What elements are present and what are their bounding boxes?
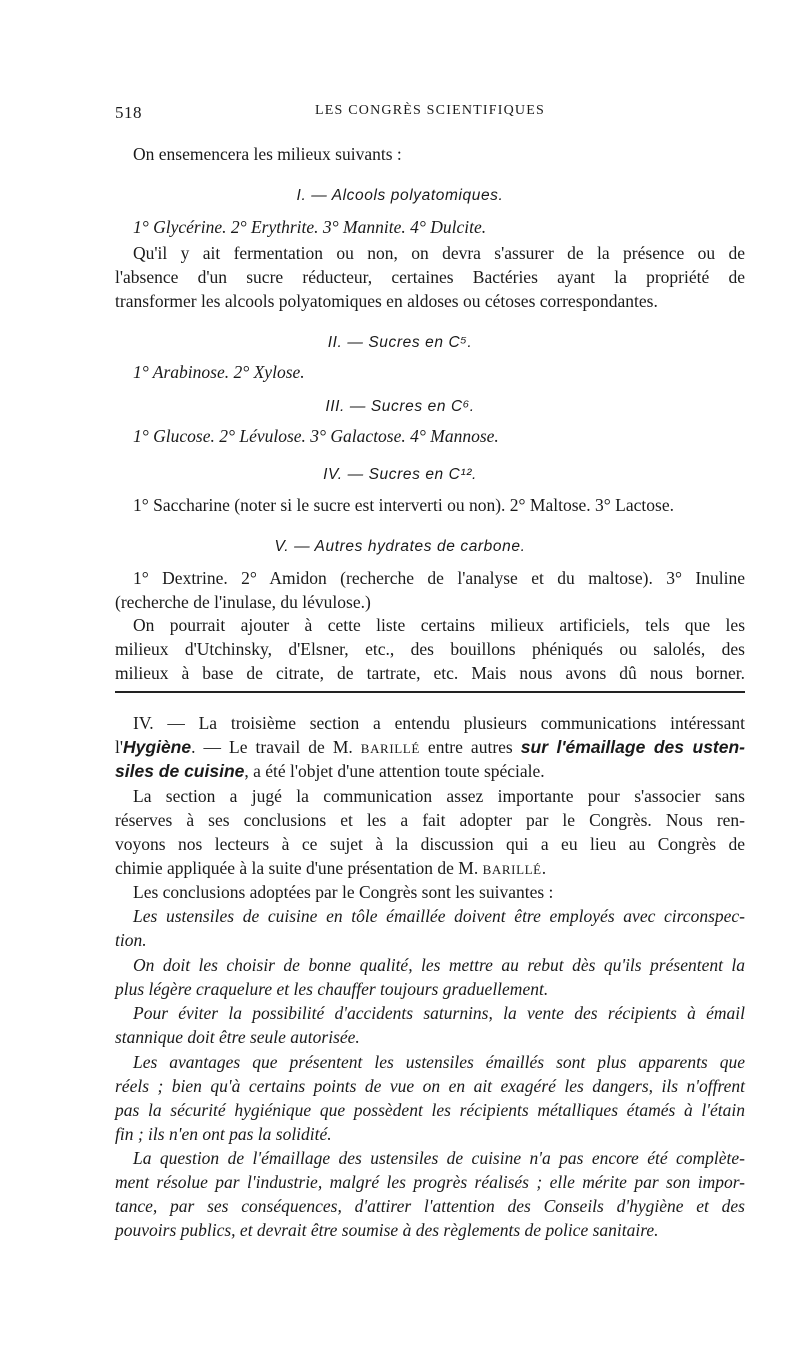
running-title: LES CONGRÈS SCIENTIFIQUES bbox=[315, 103, 545, 118]
conclusion-line: On doit les choisir de bonne qualité, les mettre au rebut dès qu'ils présentent la bbox=[133, 955, 745, 975]
text-run: entre autres bbox=[419, 737, 521, 757]
conclusion-line: stannique doit être seule autorisée. bbox=[115, 1027, 360, 1047]
conclusion-line: tance, par ses conséquences, d'attirer l'attention des Conseils d'hygiène et des bbox=[115, 1196, 745, 1216]
conclusion-line: tion. bbox=[115, 930, 147, 950]
paragraph-line: Qu'il y ait fermentation ou non, on devra s'assurer de la présence ou de bbox=[133, 243, 745, 263]
intro-line: On ensemencera les milieux suivants : bbox=[133, 144, 402, 164]
page-header bbox=[115, 103, 745, 127]
paragraph-line: l'absence d'un sucre réducteur, certaines Bactéries ayant la propriété de bbox=[115, 267, 745, 287]
page-number: 518 bbox=[115, 103, 142, 122]
list-item-polysaccharides: 1° Dextrine. 2° Amidon (recherche de l'analyse et du maltose). 3° Inuline bbox=[133, 568, 745, 588]
conclusion-line: réels ; bien qu'à certains points de vue on en ait exagéré les dangers, ils n'offrent bbox=[115, 1076, 745, 1096]
text-run: . bbox=[541, 858, 547, 878]
paragraph-line: milieux à base de citrate, de tartrate, etc. Mais nous avons dû nous borner. bbox=[115, 663, 745, 683]
conclusion-line: Les ustensiles de cuisine en tôle émaillée doivent être employés avec circonspec- bbox=[133, 906, 745, 926]
paragraph-line: réserves à ses conclusions et les a fait adopter par le Congrès. Nous ren- bbox=[115, 810, 745, 830]
paragraph-line: milieux d'Utchinsky, d'Elsner, etc., des bouillons phéniqués ou salolés, des bbox=[115, 639, 745, 659]
emphasis-topic-cont: siles de cuisine bbox=[115, 761, 245, 781]
conclusion-line: Les avantages que présentent les ustensiles émaillés sont plus apparents que bbox=[133, 1052, 745, 1072]
paragraph-line bbox=[115, 857, 546, 881]
list-item-polysaccharides-cont: (recherche de l'inulase, du lévulose.) bbox=[115, 592, 371, 612]
paragraph-line: transformer les alcools polyatomiques en aldoses ou cétoses correspondantes. bbox=[115, 291, 658, 311]
section-heading-4: IV. — Sucres en C¹². bbox=[323, 466, 477, 483]
author-name: BARILLÉ bbox=[482, 862, 542, 877]
author-name: BARILLÉ bbox=[360, 741, 420, 756]
section-heading-5: V. — Autres hydrates de carbone. bbox=[274, 538, 526, 555]
list-item-disaccharides: 1° Saccharine (noter si le sucre est interverti ou non). 2° Maltose. 3° Lactose. bbox=[133, 495, 674, 515]
text-run: chimie appliquée à la suite d'une présentation de M. bbox=[115, 858, 483, 878]
paragraph-line bbox=[115, 736, 745, 760]
paragraph-line: Les conclusions adoptées par le Congrès sont les suivantes : bbox=[133, 882, 554, 902]
section-heading-3: III. — Sucres en C⁶. bbox=[325, 398, 475, 415]
emphasis-hygiene: Hygiène bbox=[123, 737, 192, 757]
emphasis-topic: sur l'émaillage des usten- bbox=[520, 737, 746, 757]
paragraph-line: La section a jugé la communication assez importante pour s'associer sans bbox=[133, 786, 745, 806]
section-divider bbox=[115, 691, 745, 693]
conclusion-line: La question de l'émaillage des ustensiles de cuisine n'a pas encore été complète- bbox=[133, 1148, 745, 1168]
conclusion-line: plus légère craquelure et les chauffer toujours graduellement. bbox=[115, 979, 549, 999]
conclusion-line: pas la sécurité hygiénique que possèdent les récipients métalliques étamés à l'étain bbox=[115, 1100, 745, 1120]
paragraph-line: voyons nos lecteurs à ce sujet à la discussion qui a eu lieu au Congrès de bbox=[115, 834, 745, 854]
conclusion-line: fin ; ils n'en ont pas la solidité. bbox=[115, 1124, 332, 1144]
conclusion-line: Pour éviter la possibilité d'accidents saturnins, la vente des récipients à émail bbox=[133, 1003, 745, 1023]
conclusion-line: ment résolue par l'industrie, malgré les progrès réalisés ; elle mérite par son impor- bbox=[115, 1172, 745, 1192]
text-run: . — Le travail de M. bbox=[191, 737, 361, 757]
section-heading-2: II. — Sucres en C⁵. bbox=[327, 334, 473, 351]
list-item-pentoses: 1° Arabinose. 2° Xylose. bbox=[133, 362, 305, 382]
paragraph-line bbox=[115, 760, 545, 782]
section-heading-1: I. — Alcools polyatomiques. bbox=[296, 187, 504, 204]
text-run: l' bbox=[115, 737, 124, 757]
paragraph-line: IV. — La troisième section a entendu plusieurs communications intéressant bbox=[133, 713, 745, 733]
text-run: , a été l'objet d'une attention toute spéciale. bbox=[244, 761, 545, 781]
list-item-polyols: 1° Glycérine. 2° Erythrite. 3° Mannite. 4° Dulcite. bbox=[133, 217, 487, 237]
conclusion-line: pouvoirs publics, et devrait être soumise à des règlements de police sanitaire. bbox=[115, 1220, 659, 1240]
list-item-hexoses: 1° Glucose. 2° Lévulose. 3° Galactose. 4° Mannose. bbox=[133, 426, 499, 446]
paragraph-line: On pourrait ajouter à cette liste certains milieux artificiels, tels que les bbox=[133, 615, 745, 635]
